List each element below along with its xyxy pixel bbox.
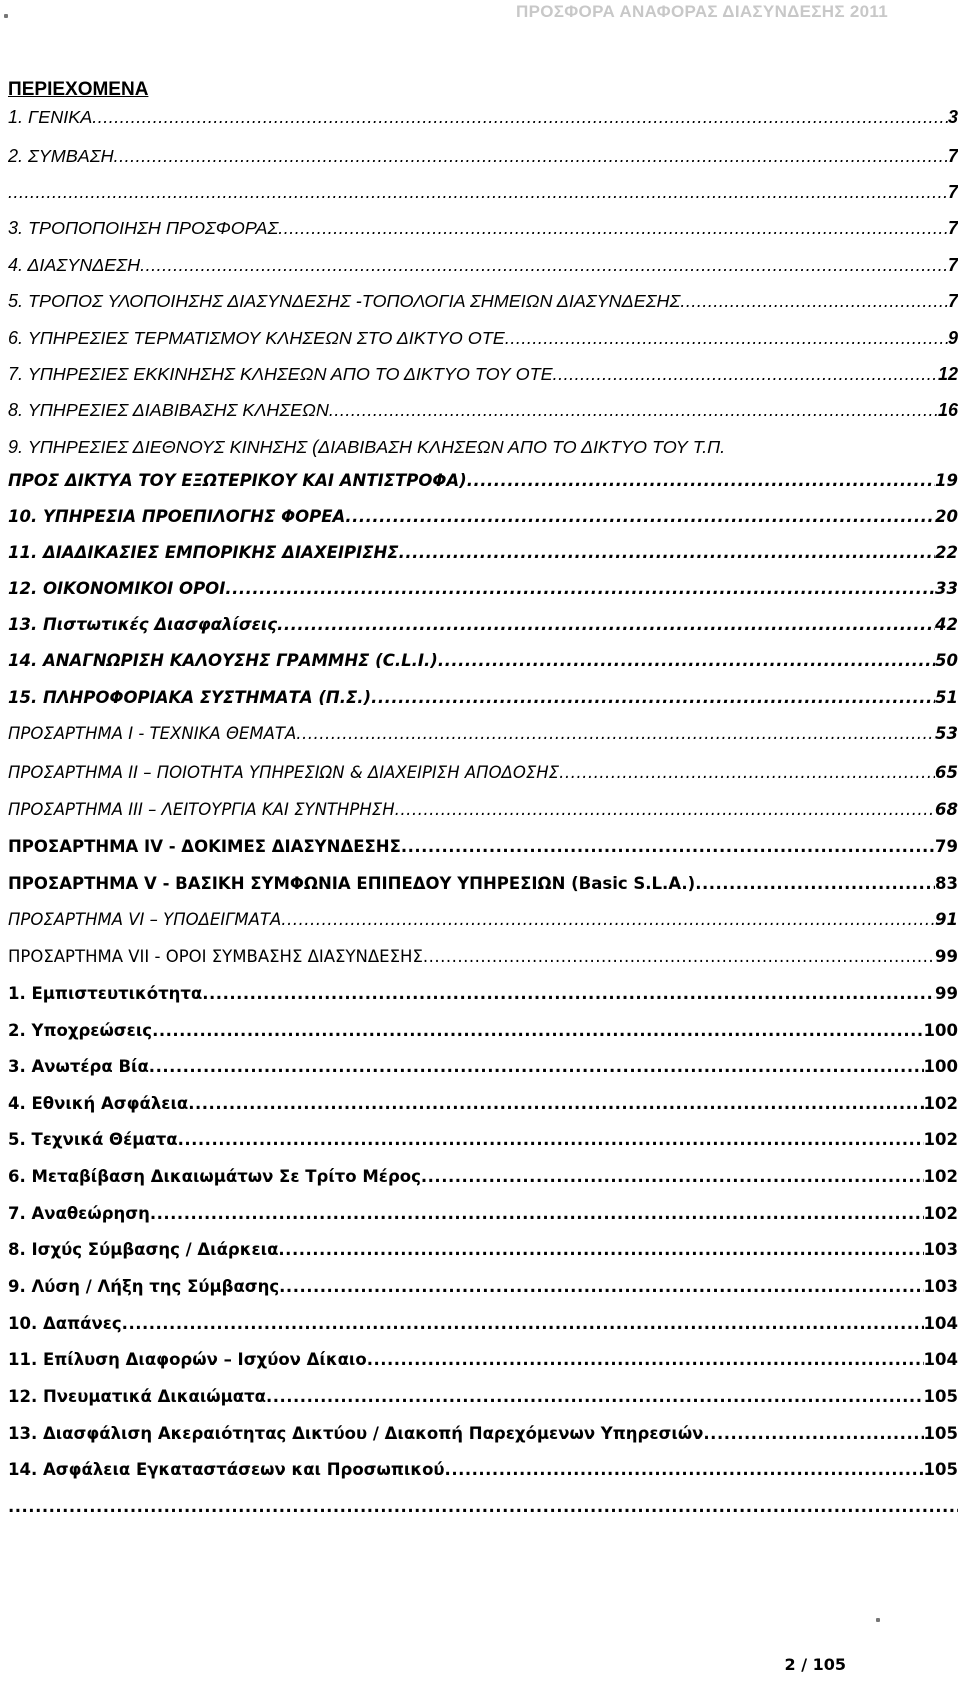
toc-entry-text: ΠΡΟΣΑΡΤΗΜΑ Ι - ΤΕΧΝΙΚΑ ΘΕΜΑΤΑ (8, 724, 297, 743)
dot-leader (421, 1167, 924, 1186)
toc-entry-line[interactable] (8, 437, 958, 458)
toc-entry-page: 42 (935, 615, 958, 634)
dot-leader (202, 984, 935, 1003)
toc-entry-text: 6. ΥΠΗΡΕΣΙΕΣ ΤΕΡΜΑΤΙΣΜΟΥ ΚΛΗΣΕΩΝ ΣΤΟ ΔΙΚΤΥΟ ΟΤΕ (8, 328, 505, 348)
toc-entry-text: 7. ΥΠΗΡΕΣΙΕΣ ΕΚΚΙΝΗΣΗΣ ΚΛΗΣΕΩΝ ΑΠΟ ΤΟ ΔΙΚΤΥΟ ΤΟΥ ΟΤΕ (8, 364, 553, 384)
toc-entry[interactable] (8, 1240, 958, 1259)
toc-entry-text: 6. Μεταβίβαση Δικαιωμάτων Σε Τρίτο Μέρος (8, 1167, 421, 1186)
toc-entry-text: 2. Υποχρεώσεις (8, 1021, 153, 1040)
dot-leader (178, 1130, 924, 1149)
toc-entry-page: 7 (947, 146, 958, 166)
dot-leader (438, 651, 935, 670)
toc-entry[interactable] (8, 1167, 958, 1186)
dot-leader (114, 146, 948, 167)
toc-entry[interactable] (8, 1314, 958, 1333)
toc-entry-page: 33 (935, 579, 958, 598)
toc-entry-text: 5. Τεχνικά Θέματα (8, 1130, 178, 1149)
toc-entry-text: 11. ΔΙΑΔΙΚΑΣΙΕΣ ΕΜΠΟΡΙΚΗΣ ΔΙΑΧΕΙΡΙΣΗΣ (8, 543, 399, 562)
dot-leader (149, 1057, 924, 1076)
toc-entry-text: 13. Πιστωτικές Διασφαλίσεις (8, 615, 278, 634)
toc-entry-page: 83 (935, 874, 958, 893)
page-indicator: 2 / 105 (784, 1655, 846, 1674)
toc-entry[interactable] (8, 328, 958, 349)
toc-entry[interactable] (8, 1130, 958, 1149)
toc-entry-page: 105 (923, 1460, 958, 1479)
dot-leader (371, 688, 935, 707)
toc-entry-text: 5. ΤΡΟΠΟΣ ΥΛΟΠΟΙΗΣΗΣ ΔΙΑΣΥΝΔΕΣΗΣ -ΤΟΠΟΛΟΓΙΑ ΣΗΜΕΙΩΝ ΔΙΑΣΥΝΔΕΣΗΣ (8, 291, 681, 311)
toc-entry-page: 103 (923, 1277, 958, 1296)
toc-entry-text: ΠΡΟΣΑΡΤΗΜΑ VII - ΟΡΟΙ ΣΥΜΒΑΣΗΣ ΔΙΑΣΥΝΔΕΣΗΣ (8, 947, 423, 966)
dot-leader (278, 1240, 923, 1259)
dot-leader (445, 1460, 924, 1479)
dot-leader (345, 507, 935, 526)
toc-entry-text: ΠΡΟΣΑΡΤΗΜΑ ΙΙΙ – ΛΕΙΤΟΥΡΓΙΑ ΚΑΙ ΣΥΝΤΗΡΗΣΗ (8, 800, 395, 819)
toc-entry-page: 19 (935, 471, 958, 490)
toc-entry-text: ΠΡΟΣΑΡΤΗΜΑ IV - ΔΟΚΙΜΕΣ ΔΙΑΣΥΝΔΕΣΗΣ (8, 837, 401, 856)
toc-entry-page: 100 (923, 1021, 958, 1040)
toc-entry-text: 2. ΣΥΜΒΑΣΗ (8, 146, 114, 166)
corner-mark-top-left (4, 14, 8, 18)
running-header: ΠΡΟΣΦΟΡΑ ΑΝΑΦΟΡΑΣ ΔΙΑΣΥΝΔΕΣΗΣ 2011 (516, 2, 888, 21)
toc-entry-text: 12. ΟΙΚΟΝΟΜΙΚΟΙ ΟΡΟΙ (8, 579, 226, 598)
toc-entry[interactable] (8, 800, 958, 819)
toc-entry[interactable] (8, 724, 958, 743)
toc-entry-text: 4. Εθνική Ασφάλεια (8, 1094, 189, 1113)
dot-leader (559, 763, 935, 782)
toc-entry-page: 22 (935, 543, 958, 562)
toc-entry[interactable] (8, 984, 958, 1003)
dot-leader (140, 255, 948, 276)
toc-entry-text: 10. ΥΠΗΡΕΣΙΑ ΠΡΟΕΠΙΛΟΓΗΣ ΦΟΡΕΑ (8, 507, 346, 526)
toc-entry-page: 7 (947, 255, 958, 275)
toc-entry-text: ΠΡΟΣΑΡΤΗΜΑ V - ΒΑΣΙΚΗ ΣΥΜΦΩΝΙΑ ΕΠΙΠΕΔΟΥ ΥΠΗΡΕΣΙΩΝ (Basic S.L.A.) (8, 874, 696, 893)
toc-entry[interactable] (8, 1387, 958, 1406)
toc-entry-text: 14. Ασφάλεια Εγκαταστάσεων και Προσωπικού (8, 1460, 445, 1479)
toc-entry-page: 7 (947, 218, 958, 238)
toc-entry[interactable] (8, 837, 958, 856)
toc-entry-text: 14. ΑΝΑΓΝΩΡΙΣΗ ΚΑΛΟΥΣΗΣ ΓΡΑΜΜΗΣ (C.L.I.) (8, 651, 438, 670)
toc-entry[interactable] (8, 1277, 958, 1296)
toc-entry[interactable] (8, 615, 958, 634)
toc-entry-page: 79 (935, 837, 958, 856)
toc-entry-text: 10. Δαπάνες (8, 1314, 122, 1333)
toc-entry[interactable] (8, 291, 958, 312)
toc-entry[interactable] (8, 1057, 958, 1076)
dot-leader (8, 1497, 958, 1516)
toc-entry-text: 12. Πνευματικά Δικαιώματα (8, 1387, 266, 1406)
toc-entry-page: 99 (935, 947, 958, 966)
toc-entry[interactable] (8, 1021, 958, 1040)
toc-entry-page: 7 (947, 182, 958, 202)
toc-entry[interactable] (8, 107, 958, 128)
toc-entry-text: ΠΡΟΣΑΡΤΗΜΑ ΙΙ – ΠΟΙΟΤΗΤΑ ΥΠΗΡΕΣΙΩΝ & ΔΙΑΧΕΙΡΙΣΗ ΑΠΟΔΟΣΗΣ (8, 763, 560, 782)
toc-entry-page: 102 (923, 1094, 958, 1113)
dot-leader (225, 579, 935, 598)
toc-entry-page: 7 (947, 291, 958, 311)
toc-entry[interactable] (8, 255, 958, 276)
dot-leader (401, 837, 935, 856)
toc-entry-page: 99 (935, 984, 958, 1003)
toc-entry-page: 9 (947, 328, 958, 348)
corner-mark-bottom-right (876, 1618, 880, 1622)
dot-leader (395, 800, 935, 819)
toc-entry-text: 9. ΥΠΗΡΕΣΙΕΣ ΔΙΕΘΝΟΥΣ ΚΙΝΗΣΗΣ (ΔΙΑΒΙΒΑΣΗ ΚΛΗΣΕΩΝ ΑΠΟ ΤΟ ΔΙΚΤΥΟ ΤΟΥ Τ.Π. (8, 437, 726, 457)
toc-entry-text: 1. Εμπιστευτικότητα (8, 984, 203, 1003)
toc-entry[interactable] (8, 947, 958, 966)
toc-entry-text: 3. ΤΡΟΠΟΠΟΙΗΣΗ ΠΡΟΣΦΟΡΑΣ (8, 218, 279, 238)
toc-entry[interactable] (8, 763, 958, 782)
toc-entry-page: 104 (923, 1350, 958, 1369)
toc-entry[interactable] (8, 579, 958, 598)
toc-entry[interactable] (8, 1497, 958, 1516)
toc-entry[interactable] (8, 471, 958, 490)
dot-leader (281, 910, 935, 929)
toc-entry[interactable] (8, 1424, 958, 1443)
dot-leader (122, 1314, 924, 1333)
toc-entry[interactable] (8, 874, 958, 893)
toc-entry-page: 65 (935, 763, 958, 782)
toc-entry[interactable] (8, 688, 958, 707)
dot-leader (680, 291, 948, 312)
dot-leader (278, 218, 948, 239)
toc-entry[interactable] (8, 543, 958, 562)
toc-title: ΠΕΡΙΕΧΟΜΕΝΑ (8, 79, 149, 100)
toc-entry-text: 8. Ισχύς Σύμβασης / Διάρκεια (8, 1240, 279, 1259)
toc-entry-page: 105 (923, 1424, 958, 1443)
toc-entry[interactable] (8, 182, 958, 203)
dot-leader (329, 400, 938, 421)
toc-entry-page: 105 (923, 1387, 958, 1406)
toc-entry-text: 15. ΠΛΗΡΟΦΟΡΙΑΚΑ ΣΥΣΤΗΜΑΤΑ (Π.Σ.) (8, 688, 372, 707)
dot-leader (423, 947, 935, 966)
toc-entry-text: 13. Διασφάλιση Ακεραιότητας Δικτύου / Διακοπή Παρεχόμενων Υπηρεσιών (8, 1424, 704, 1443)
toc-entry-page: 100 (923, 1057, 958, 1076)
dot-leader (279, 1277, 923, 1296)
dot-leader (150, 1204, 924, 1223)
toc-entry-page: 20 (935, 507, 958, 526)
dot-leader (505, 328, 948, 349)
dot-leader (152, 1021, 923, 1040)
toc-entry[interactable] (8, 1204, 958, 1223)
dot-leader (266, 1387, 924, 1406)
toc-entry-text: 9. Λύση / Λήξη της Σύμβασης (8, 1277, 280, 1296)
dot-leader (92, 107, 948, 128)
toc-entry-text: ΠΡΟΣΑΡΤΗΜΑ VI – ΥΠΟΔΕΙΓΜΑΤΑ (8, 910, 282, 929)
toc-entry-page: 103 (923, 1240, 958, 1259)
toc-entry-text: 11. Επίλυση Διαφορών – Ισχύον Δίκαιο (8, 1350, 367, 1369)
dot-leader (553, 364, 938, 385)
toc-entry-page: 16 (937, 400, 958, 420)
toc-entry-page: 102 (923, 1204, 958, 1223)
toc-entry-page: 12 (937, 364, 958, 384)
toc-entry-page: 68 (935, 800, 958, 819)
dot-leader (296, 724, 935, 743)
toc-entry-page: 51 (935, 688, 958, 707)
toc-entry[interactable] (8, 651, 958, 670)
dot-leader (367, 1350, 924, 1369)
toc-entry-text: 1. ΓΕΝΙΚΑ (8, 107, 93, 127)
toc-entry-text: 7. Αναθεώρηση (8, 1204, 150, 1223)
toc-entry[interactable] (8, 1094, 958, 1113)
toc-entry-page: 91 (935, 910, 958, 929)
dot-leader (277, 615, 935, 634)
toc-entry-page: 104 (923, 1314, 958, 1333)
toc-entry[interactable] (8, 507, 958, 526)
toc-entry-page: 102 (923, 1130, 958, 1149)
toc-entry-text: 4. ΔΙΑΣΥΝΔΕΣΗ (8, 255, 141, 275)
dot-leader (399, 543, 935, 562)
toc-entry-page: 3 (947, 107, 958, 127)
dot-leader (8, 182, 948, 203)
toc-entry-page: 50 (935, 651, 958, 670)
dot-leader (467, 471, 935, 490)
toc-entry-text: 3. Ανωτέρα Βία (8, 1057, 149, 1076)
dot-leader (703, 1424, 923, 1443)
toc-entry[interactable] (8, 400, 958, 421)
toc-entry-text: ΠΡΟΣ ΔΙΚΤΥΑ ΤΟΥ ΕΞΩΤΕΡΙΚΟΥ ΚΑΙ ΑΝΤΙΣΤΡΟΦΑ) (8, 471, 467, 490)
toc-entry[interactable] (8, 1350, 958, 1369)
toc-entry[interactable] (8, 218, 958, 239)
toc-entry[interactable] (8, 910, 958, 929)
toc-entry[interactable] (8, 1460, 958, 1479)
dot-leader (188, 1094, 923, 1113)
toc-entry-page: 102 (923, 1167, 958, 1186)
toc-entry[interactable] (8, 146, 958, 167)
toc-entry[interactable] (8, 364, 958, 385)
dot-leader (695, 874, 935, 893)
toc-entry-text: 8. ΥΠΗΡΕΣΙΕΣ ΔΙΑΒΙΒΑΣΗΣ ΚΛΗΣΕΩΝ (8, 400, 329, 420)
toc-entry-page: 53 (935, 724, 958, 743)
